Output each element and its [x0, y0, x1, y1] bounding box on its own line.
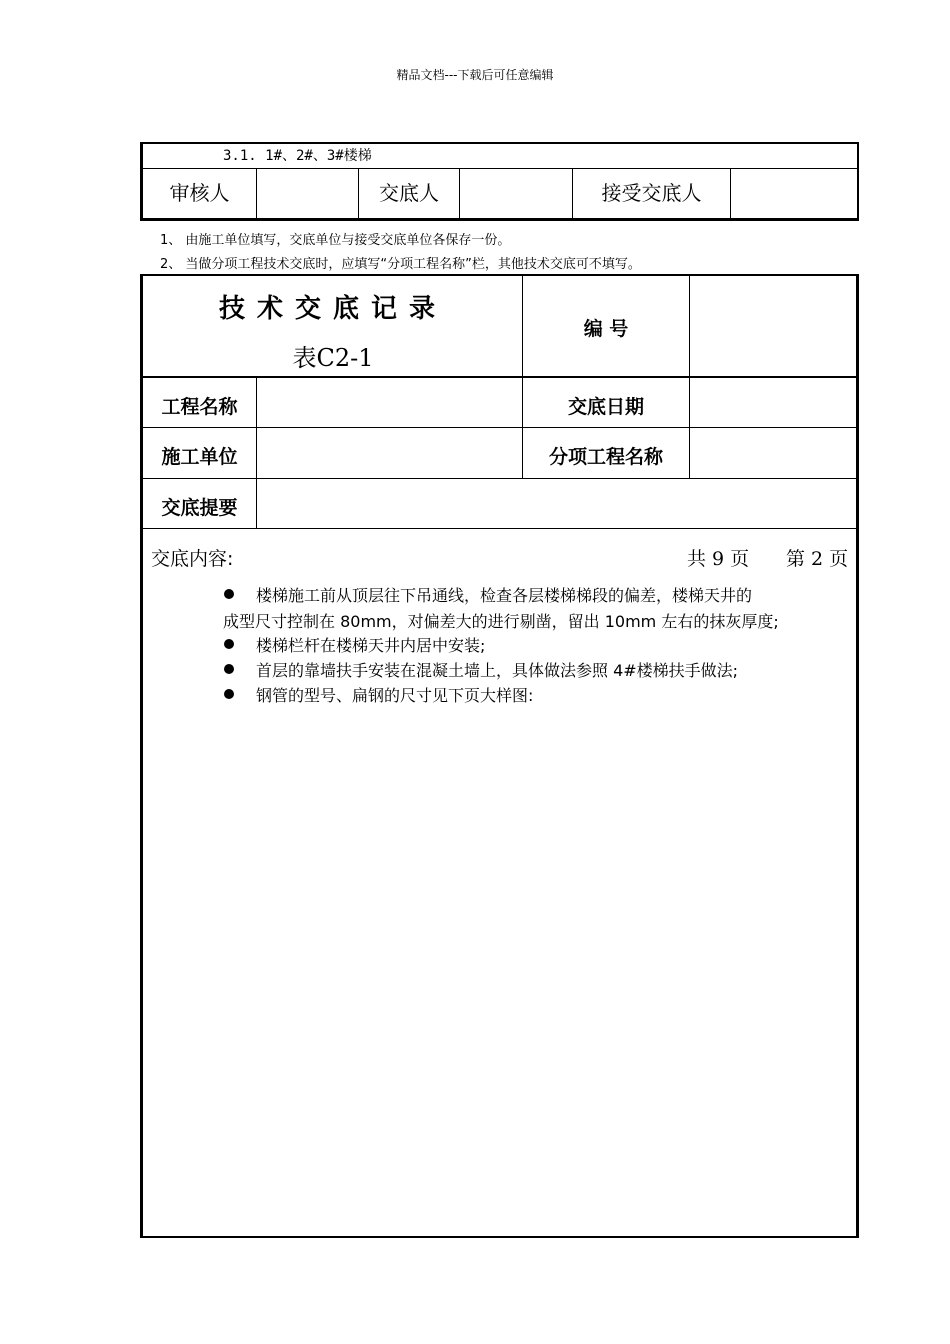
receiver-label: 接受交底人 — [601, 181, 702, 205]
project-name-label: 工程名称 — [161, 396, 238, 418]
page-current: 第 2 页 — [786, 548, 849, 570]
presenter-field[interactable] — [460, 169, 572, 218]
number-field[interactable] — [690, 276, 857, 376]
note-1: 1、 由施工单位填写，交底单位与接受交底单位各保存一份。 — [160, 233, 511, 248]
page-total: 共 9 页 — [687, 548, 750, 570]
summary-field[interactable] — [257, 479, 857, 528]
signature-row — [143, 169, 857, 218]
content-item-1-cont: 成型尺寸控制在 80mm，对偏差大的进行剔凿，留出 10mm 左右的抹灰厚度; — [223, 612, 779, 631]
form-subtitle: 表C2-1 — [292, 344, 374, 372]
bullet-icon — [224, 689, 234, 699]
content-label: 交底内容: — [151, 548, 234, 570]
project-name-field[interactable] — [257, 378, 522, 427]
note-2: 2、 当做分项工程技术交底时，应填写“分项工程名称”栏，其他技术交底可不填写。 — [160, 257, 641, 272]
form-title: 技术交底记录 — [218, 294, 447, 324]
section-heading: 3.1. 1#、2#、3#楼梯 — [143, 144, 857, 169]
signature-table — [140, 142, 859, 221]
content-item-4: 钢管的型号、扁钢的尺寸见下页大样图: — [256, 686, 534, 705]
disclosure-record-form — [140, 274, 859, 1238]
content-item-3: 首层的靠墙扶手安装在混凝土墙上，具体做法参照 4#楼梯扶手做法; — [256, 661, 739, 680]
construction-unit-label: 施工单位 — [161, 446, 238, 468]
content-item-1: 楼梯施工前从顶层往下吊通线，检查各层楼梯梯段的偏差，楼梯天井的 — [256, 586, 753, 605]
subproject-label: 分项工程名称 — [548, 446, 663, 468]
bullet-icon — [224, 639, 234, 649]
date-field[interactable] — [690, 378, 857, 427]
bullet-icon — [224, 589, 234, 599]
receiver-field[interactable] — [731, 169, 857, 218]
watermark-header: 精品文档---下载后可任意编辑 — [396, 68, 554, 82]
number-label: 编 号 — [583, 318, 629, 340]
summary-label: 交底提要 — [161, 497, 238, 519]
date-label: 交底日期 — [567, 396, 644, 418]
content-item-2: 楼梯栏杆在楼梯天井内居中安装; — [256, 636, 486, 655]
bullet-icon — [224, 664, 234, 674]
reviewer-field[interactable] — [257, 169, 358, 218]
presenter-label: 交底人 — [379, 181, 439, 205]
subproject-field[interactable] — [690, 428, 857, 478]
reviewer-label: 审核人 — [169, 181, 230, 205]
construction-unit-field[interactable] — [257, 428, 522, 478]
